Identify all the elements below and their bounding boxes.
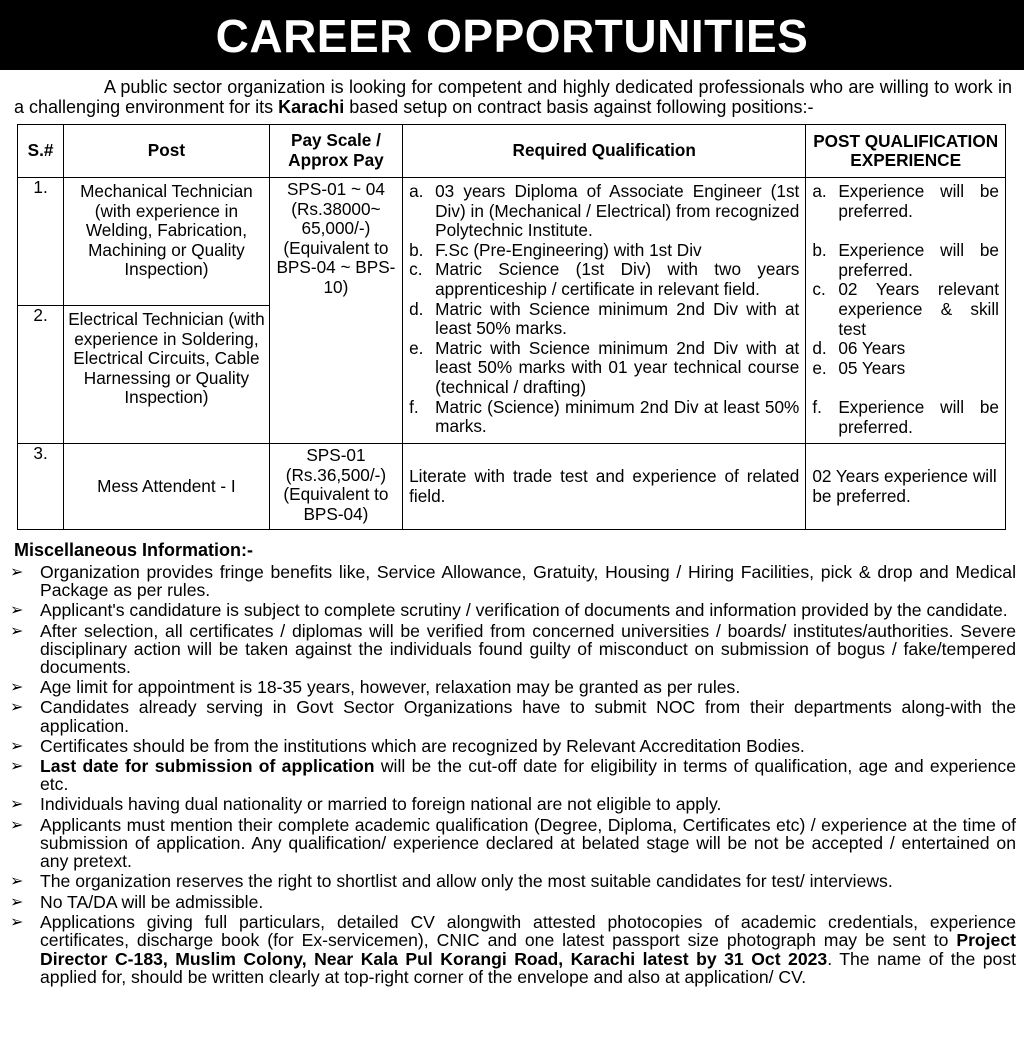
item-letter: f. [812, 397, 822, 418]
misc-item-text-end: . The name of the post applied for, should be written clearly at top-right corner of the envelope and also at application/ CV. [40, 948, 1017, 987]
item-letter: f. [409, 396, 419, 417]
misc-item [10, 563, 1016, 600]
row-sn: 3. [18, 444, 64, 530]
intro-paragraph [14, 77, 1012, 117]
header-sn: S.# [18, 125, 64, 178]
misc-item-text: Organization provides fringe benefits like, Service Allowance, Gratuity, Housing / Hiring Facilities, pick & drop and Medical Package as per rules. [40, 562, 1016, 601]
misc-item [10, 893, 1016, 912]
misc-item-text [40, 913, 1016, 986]
misc-item-text: Candidates already serving in Govt Sector Organizations have to submit NOC from their departments along-with the application. [40, 697, 1016, 736]
misc-item [10, 872, 1016, 891]
item-letter: e. [812, 357, 827, 378]
item-letter: a. [812, 181, 827, 201]
list-item [409, 300, 799, 339]
arrow-bullet-icon: ➢ [10, 796, 24, 814]
experience-list [812, 182, 999, 438]
list-item [812, 280, 999, 339]
arrow-bullet-icon: ➢ [10, 816, 24, 834]
misc-item-text: Applicant's candidature is subject to complete scrutiny / verification of documents and information provided by the candidate. [40, 600, 1008, 621]
item-text: F.Sc (Pre-Engineering) with 1st Div [435, 239, 702, 260]
misc-item [10, 698, 1016, 735]
arrow-bullet-icon: ➢ [10, 678, 24, 696]
item-letter: e. [409, 337, 424, 358]
item-text: 02 Years relevant experience & skill test [838, 279, 999, 339]
item-letter: a. [409, 181, 424, 201]
item-text: Matric with Science minimum 2nd Div with at least 50% marks. [435, 298, 800, 339]
misc-item-bold: Last date for submission of application [40, 756, 375, 777]
list-item [812, 182, 999, 221]
list-item [812, 398, 999, 437]
table-row [18, 444, 1006, 530]
item-letter: c. [409, 259, 423, 280]
intro-text-before: A public sector organization is looking for competent and highly dedicated professionals who are willing to work in a challenging environment for its [14, 77, 1012, 117]
misc-item-text: The organization reserves the right to shortlist and allow only the most suitable candidates for test/ interviews. [40, 871, 893, 892]
item-text: 06 Years [838, 338, 906, 359]
row-post: Mess Attendent - I [64, 444, 270, 530]
list-item [812, 339, 999, 359]
misc-item-text [40, 757, 1016, 794]
header-qualification: Required Qualification [403, 125, 806, 178]
row-post: Mechanical Technician (with experience in Welding, Fabrication, Machining or Quality Inspection) [64, 178, 270, 306]
row-post: Electrical Technician (with experience in Soldering, Electrical Circuits, Cable Harnessing or Quality Inspection) [64, 306, 270, 444]
item-text: Matric Science (1st Div) with two years apprenticeship / certificate in relevant field. [435, 259, 800, 299]
item-text: Experience will be preferred. [838, 240, 999, 280]
misc-item [10, 757, 1016, 794]
list-item [812, 241, 999, 280]
row-sn: 2. [18, 306, 64, 444]
list-item [409, 339, 799, 398]
arrow-bullet-icon: ➢ [10, 873, 24, 891]
misc-item-text-start: Applications giving full particulars, detailed CV alongwith attested photocopies of academic credentials, experience certificates, discharge book (for Ex-servicemen), CNIC and one latest passport size photograph may be sent to [40, 912, 1016, 951]
misc-item-text: No TA/DA will be admissible. [40, 891, 264, 912]
row-pay: SPS-01 (Rs.36,500/-) (Equivalent to BPS-04) [269, 444, 402, 530]
shared-pay-scale: SPS-01 ~ 04 (Rs.38000~ 65,000/-) (Equivalent to BPS-04 ~ BPS- 10) [269, 178, 402, 444]
item-letter: d. [812, 338, 827, 359]
qualification-list [409, 182, 799, 437]
misc-item-text: Age limit for appointment is 18-35 years, however, relaxation may be granted as per rules. [40, 676, 741, 697]
arrow-bullet-icon: ➢ [10, 893, 24, 911]
header-post: Post [64, 125, 270, 178]
misc-item [10, 678, 1016, 697]
item-text: Experience will be preferred. [838, 397, 999, 437]
row-sn: 1. [18, 178, 64, 306]
list-item [409, 260, 799, 299]
item-text: 05 Years [838, 357, 906, 378]
shared-qualifications [403, 178, 806, 444]
list-item [812, 359, 999, 379]
positions-table [17, 124, 1006, 530]
misc-item-address: Project Director C-183, Muslim Colony, Near Kala Pul Korangi Road, Karachi latest by 31 Oct 2023 [40, 930, 1016, 969]
misc-item [10, 622, 1016, 677]
item-text: 03 years Diploma of Associate Engineer (1st Div) in (Mechanical / Electrical) from recognized Polytechnic Institute. [435, 181, 800, 241]
misc-item [10, 816, 1016, 871]
header-pay: Pay Scale / Approx Pay [269, 125, 402, 178]
intro-city: Karachi [278, 97, 345, 117]
misc-item-rest: will be the cut-off date for eligibility in terms of qualification, age and experience etc. [40, 756, 1016, 795]
arrow-bullet-icon: ➢ [10, 622, 24, 640]
arrow-bullet-icon: ➢ [10, 914, 24, 932]
item-text: Matric with Science minimum 2nd Div with at least 50% marks with 01 year technical course (technical / drafting) [435, 337, 800, 397]
row-qualification: Literate with trade test and experience of related field. [403, 444, 806, 530]
misc-item [10, 737, 1016, 756]
misc-item-text: Individuals having dual nationality or married to foreign national are not eligible to apply. [40, 794, 722, 815]
arrow-bullet-icon: ➢ [10, 564, 24, 581]
item-text: Matric (Science) minimum 2nd Div at least 50% marks. [435, 396, 800, 437]
list-item [409, 182, 799, 241]
arrow-bullet-icon: ➢ [10, 758, 24, 776]
list-item [409, 241, 799, 261]
intro-text-after: based setup on contract basis against following positions:- [344, 97, 814, 117]
table-header-row [18, 125, 1006, 178]
item-letter: d. [409, 298, 424, 319]
misc-item-text: Applicants must mention their complete academic qualification (Degree, Diploma, Certificates etc) / experience at the time of submission of application. Any qualification/ experience declared at belated stage will be not be accepted / entertained on any pretext. [40, 814, 1016, 872]
misc-item [10, 913, 1016, 986]
misc-item [10, 601, 1016, 620]
misc-item [10, 795, 1016, 814]
shared-experience [806, 178, 1006, 444]
header-experience: POST QUALIFICATION EXPERIENCE [806, 125, 1006, 178]
table-row [18, 178, 1006, 306]
misc-item-text: Certificates should be from the institutions which are recognized by Relevant Accreditation Bodies. [40, 735, 805, 756]
arrow-bullet-icon: ➢ [10, 602, 24, 620]
row-experience: 02 Years experience will be preferred. [806, 444, 1006, 530]
arrow-bullet-icon: ➢ [10, 699, 24, 717]
item-letter: b. [409, 239, 424, 260]
item-letter: c. [812, 279, 826, 300]
arrow-bullet-icon: ➢ [10, 737, 24, 755]
list-item [409, 398, 799, 437]
misc-title: Miscellaneous Information:- [14, 540, 254, 560]
item-letter: b. [812, 240, 827, 261]
page-title: CAREER OPPORTUNITIES [0, 0, 1024, 70]
item-text: Experience will be preferred. [838, 181, 999, 221]
misc-list [10, 563, 1016, 988]
misc-item-text: After selection, all certificates / diplomas will be verified from concerned universities / boards/ institutes/authorities. Severe disciplinary action will be taken against the individuals found guilty of misconduct on submission of bogus / fake/tempered documents. [40, 620, 1016, 678]
